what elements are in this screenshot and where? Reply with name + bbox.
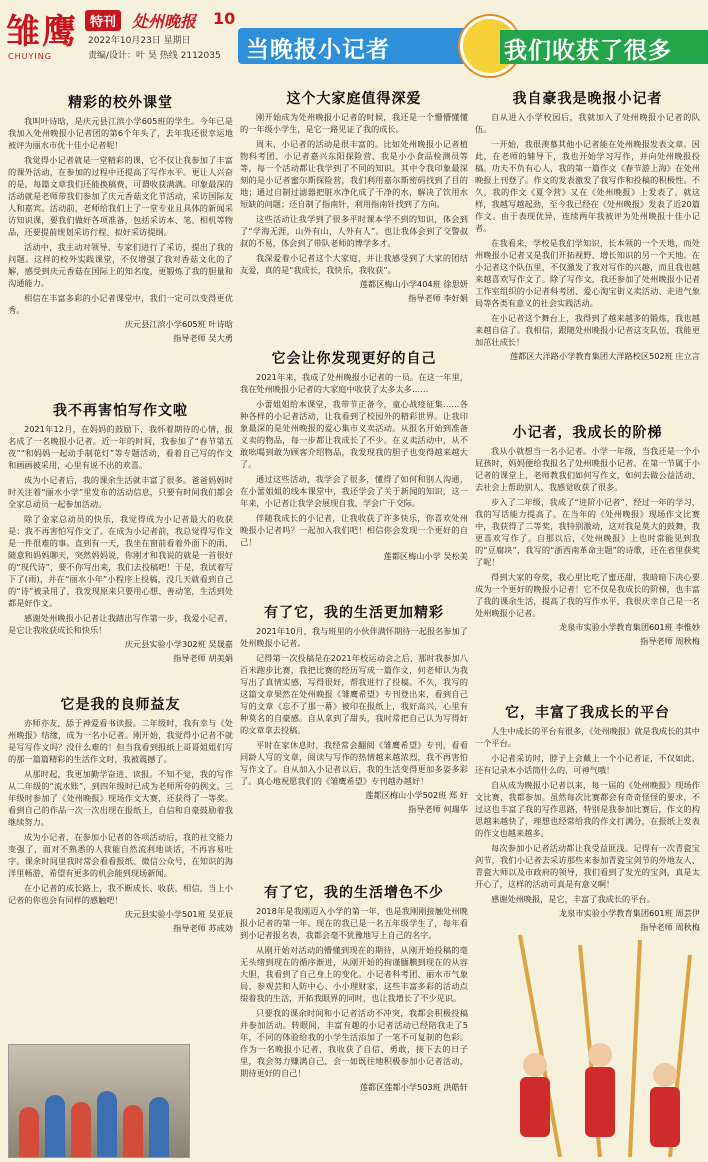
article-paragraph: 伴随我成长的小记者，让我收获了许多快乐，你喜欢处州晚报小记者吗？一起加入我们吧！相信你会发现一个更好的自己！ <box>240 513 468 547</box>
group-photo <box>8 1044 190 1158</box>
article-author: 庆元县实验小学302班 吴晟嘉 <box>124 639 233 649</box>
article-8 <box>475 88 700 362</box>
article-paragraph: 感谢处州晚报小记者让我踏出写作第一步，我爱小记者，是它让我收获成长和快乐！ <box>8 613 233 635</box>
article-teacher: 指导老师 苏成効 <box>173 923 233 933</box>
article-author: 莲都区梅山小学 吴松美 <box>383 551 468 561</box>
article-paragraph: 通过这些活动，我学会了很多，懂得了如何和别人沟通，在小蕾姐姐的线本课堂中，我还学会了关于新闻的知识，这一年来，小记者让我学会展现自我，学会广于交际。 <box>240 474 468 508</box>
article-author: 庆元县江滨小学605班 叶诗晗 <box>124 319 233 329</box>
article-title: 有了它，我的生活增色不少 <box>264 885 444 901</box>
article-author: 莲都区梅山小学502班 郑 好 <box>365 790 468 800</box>
article-paragraph: 记得第一次投稿是在2021年校运动会之后，那时我参加八百米跑步比赛，我把比赛的经历写成一篇作文，何老师认为我写出了真情实感，写得很好，帮我进行了投稿。不久，我写的这篇文章果然在处州晚报《雏鹰希望》专刊登出来，看到自己写的文章《忘不了那一幕》被印在报纸上，我好高兴，心里有种莫名的自豪感。自从拿到了甜头，我时常把自己认为写得好的文章拿去投稿。 <box>240 653 468 735</box>
paper-name: 处州晚报 <box>132 12 197 31</box>
article-paragraph: 在我看来，学校是我们学知识、长本领的一个天地，而处州晚报小记者又是我们开拓视野、增长知识的另一个天地。在小记者这个队伍里，不仅激发了我对写作的兴趣，而且我也越来越喜欢写作文了。除了写作文，我还参加了处州晚报小记者工作室组织的小记者科考团、爱心淘宝街义卖活动、走进气象局等各类有意义的社会实践活动。 <box>475 238 700 308</box>
article-paragraph: 除了金家总动员的快乐，我觉得成为小记者最大的收获是：我不再害怕写作文了。在成为小记者前，我总觉得写作文是一件很难的事。直到有一天，我坐在窗前看着外面下的雨，随意和妈妈聊天，突然妈妈说，你刚才和我说的就是一首很好的“现代诗”，要不你写出来，我们去投稿吧！于是，我试着写下了(雨)，并在“丽水小年”小程序上投稿，没几天就看到自己的“诗”被录用了，我发现原来只要用心想、善动笔，生活到处都是好作文。 <box>8 514 233 608</box>
page-number: 10 <box>213 9 236 28</box>
article-paragraph: 亦师亦友，舔于神爱看书读报。二年级时，我有幸与《处州晚报》结缘，成为一名小记者。刚开始，我觉得小记者不就是写写作文吗？没什么难的！但当我看到报纸上哥哥姐姐们写的那一篇篇精彩的生活作文时，我被震撼了。 <box>8 718 233 764</box>
article-teacher: 指导老师 胡美娟 <box>173 653 233 663</box>
article-teacher: 指导老师 周秋梅 <box>640 922 700 932</box>
page-banner <box>238 16 708 72</box>
article-paragraph: 我从小就想当一名小记者。小学一年级，当我还是一个小屁孩时，妈妈便给我报名了处州晚报小记者。在第一节属于小记者的课堂上，老师教我们如何写作文，如何去做公益活动、去社会上帮助别人，我感觉收获了很多。 <box>475 446 700 492</box>
article-teacher: 指导老师 何瑞华 <box>408 804 468 814</box>
article-author: 龙泉市实验小学教育集团601班 李惟妙 <box>558 622 700 632</box>
article-paragraph: 成为小记者后，我的课余生活就丰富了很多。爸爸妈妈时时关注着“丽水小学”里发布的活动信息，只要有时间我们都会全家总动员一起参加活动。 <box>8 475 233 509</box>
article-title: 有了它，我的生活更加精彩 <box>264 605 444 621</box>
article-title: 我不再害怕写作文啦 <box>53 403 188 419</box>
article-teacher: 指导老师 周秋梅 <box>640 636 700 646</box>
article-paragraph: 小记者采访时，脖子上会戴上一个小记者证，不仅如此，还有记录本小话筒什么的，可神气哦！ <box>475 753 700 775</box>
banner-left-text: 当晚报小记者 <box>246 37 390 63</box>
article-paragraph: 从刚开始对活动的懵懂到现在的期待，从刚开始投稿的毫无头绪到现在的循序渐进，从刚开始的拘谨腼腆到现在的从容大胆，我看到了自己身上的变化。小记者科考团、丽水市气象局、参观芸和人防中心、小小理财家，这些丰富多彩的活动点缀着我的生活，开拓我眼界的同时，也让我增长了不少见识。 <box>240 945 468 1003</box>
article-10 <box>475 702 700 947</box>
article-title: 精彩的校外课堂 <box>68 95 173 111</box>
article-paragraph: 我觉得小记者就是一堂精彩的课，它不仅让我参加了丰富的课外活动，在参加的过程中还提高了写作水平。更让人兴奋的是，每篇文章我们还能换稿费，可谓收获满满。印象最深的活动就是老师带我们参加了庆元香菇文化节活动，采访国际友人和嘉宾。活动前，老师给我们上了一堂专业且具体的新闻采访知识课，要我们做好各项准备，包括采访本、笔、相机等物品，还要提前规划采访行程、拟好采访提纲。 <box>8 155 233 237</box>
special-badge: 特刊 <box>85 10 121 31</box>
article-title: 它是我的良师益友 <box>60 697 181 713</box>
article-7 <box>240 882 468 1157</box>
article-title: 小记者，我成长的阶梯 <box>512 425 663 441</box>
article-teacher: 指导老师 吴大勇 <box>173 333 233 343</box>
masthead <box>0 0 708 78</box>
article-paragraph: 刚开始成为处州晚报小记者的时候，我还是一个懵懵懂懂的一年级小学生，是它一路见证了我的成长。 <box>240 112 468 134</box>
article-author: 龙泉市实验小学教育集团601班 周芸伊 <box>558 908 700 918</box>
article-paragraph: 2021年10月，我与班里的小伙伴满怀期待一起报名参加了处州晚报小记者。 <box>240 626 468 648</box>
article-paragraph: 2018年是我刚迈入小学的第一年，也是我刚刚接触处州晚报小记者的第一年。现在的我已是一名五年级学生了，每年看到小记者报名表，我都会毫不犹豫地写上自己的名字。 <box>240 906 468 940</box>
article-paragraph: 这些活动让我学到了很多平时课本学不到的知识，体会到了“学海无涯，山外有山，人外有人”。也让我体会到了交警叔叔的不易，体会到了带队老师的博学多才。 <box>240 214 468 248</box>
article-paragraph: 每次参加小记者活动都让我受益匪浅。记得有一次青瓷宝剑节，我们小记者去采访那些来参加青瓷宝剑节的外地友人、青瓷大师以及市政府的领导，我们看到了发光的宝剑，真是太开心了，这样的活动可真是有意义啊！ <box>475 843 700 889</box>
article-paragraph: 步入了二年级，我成了“进阶小记者”，经过一年的学习，我的写话能力提高了。在当年的《处州晚报》现场作文比赛中，我获得了二等奖，我特别激动，这对我是莫大的鼓舞，我更喜欢写作了。自那以后，《处州晚报》上也时常能见到我的“豆腐块”，我写的“浙西南革命主题”的诗歌，还在省里获奖了呢！ <box>475 497 700 567</box>
article-1 <box>8 92 233 344</box>
article-paragraph: 平时在家休息时，我经常会翻阅《雏鹰希望》专刊，看看同龄人写的文章，阅读与写作的热情越来越浓烈，我不再害怕写作文了。自从加入小记者以后，我的生活变得更加多姿多彩了。真心地祝愿我们的《雏鹰希望》专刊越办越好！ <box>240 740 468 786</box>
article-3 <box>8 694 233 1039</box>
article-paragraph: 2021年12月，在妈妈的鼓励下，我怀着期待的心情，报名成了一名晚报小记者。近一年的时间，我参加了“春节第五夜”“和妈妈一起动手制花灯”等专题活动，看着自己写的作文和画画被采用，心里有说不出的欢喜。 <box>8 424 233 470</box>
article-title: 我自豪我是晚报小记者 <box>512 91 663 107</box>
article-paragraph: 自从进入小学校园后，我就加入了处州晚报小记者的队伍。 <box>475 112 700 134</box>
article-paragraph: 小蕾姐姐给本课堂，我带节正备今，童心战疫征集……各种各样的小记者活动，让我看到了校园外的精彩世界。让我印象最深的是处州晚报的爱心集市义卖活动。从报名开始到准备义卖的物品，每一步都让我成长了不少。在义卖活动中，从不敢吆喝到敢为顾客介绍物品，我发现我的胆子也变得越来越大了。 <box>240 399 468 469</box>
issue-date: 2022年10月23日 星期日 <box>88 36 191 46</box>
article-author: 莲都区莲都小学503班 洪皓轩 <box>359 1082 468 1092</box>
article-5 <box>240 348 468 562</box>
article-2 <box>8 400 233 664</box>
article-paragraph: 自从成为晚报小记者以来，每一届的《处州晚报》现场作文比赛，我都参加。虽然每次比赛都会有奇奇怪怪的要求，不过这也丰富了我的写作思路，特别是我参加比赛后，作文的构思越来越快了，理想也经常给我的作文打满分，在报纸上发表的作文也越来越多。 <box>475 780 700 838</box>
logo-subtitle: CHUYING <box>8 52 52 61</box>
article-paragraph: 2021年来，我成了处州晚报小记者的一员。在这一年里，我在处州晚报小记者的大家庭中收获了太多太多…… <box>240 372 468 394</box>
editor-info: 责编/设计：叶 昊 热线 2112035 <box>88 51 221 61</box>
article-6 <box>240 602 468 815</box>
article-paragraph: 成为小记者，在参加小记者的各项活动后，我的社交能力变强了，面对不熟悉的人我能自然流利地谈话，不再容易吐字。课余时间里我时常会看看报纸、微信公众号，在知识的海洋里畅游，希望有更多的机会能到现场新闻。 <box>8 832 233 878</box>
banner-right-text: 我们收获了很多 <box>504 38 672 64</box>
banner-left <box>238 28 468 64</box>
article-title: 这个大家庭值得深爱 <box>286 91 422 107</box>
article-title: 它会让你发现更好的自己 <box>271 351 437 367</box>
article-paragraph: 人生中成长的平台有很多，《处州晚报》就是我成长的其中一个平台。 <box>475 726 700 748</box>
article-paragraph: 我深爱着小记者这个大家庭，并让我感受到了大家的团结友爱，真的是“我成长，我快乐，我收获”。 <box>240 253 468 275</box>
banner-right <box>500 30 708 64</box>
article-paragraph: 只要我的课余时间和小记者活动不冲突，我都会积极投稿并参加活动。转眼间，丰富有趣的小记者活动已经陪我走了5年，不同的体验给我的小学生活添加了一笔不可复制的色彩。作为一名晚报小记者，我收获了自信、勇敢，接下去的日子里，我会努力赚满自己，会一如既往地积极参加小记者活动，期待更好的自己！ <box>240 1008 468 1078</box>
article-paragraph: 我叫叶诗晗，是庆元县江滨小学605班的学生。今年已是我加入处州晚报小记者团的第6个年头了，去年我还很幸运地被评为丽水市优十佳小记者呢！ <box>8 116 233 150</box>
article-author: 庆元县实验小学501班 吴亚辰 <box>124 909 233 919</box>
article-paragraph: 从那时起，我更加勤学奋进、读报。不知不觉，我的写作从二年级的“流水账”，到四年级时已成为老师所夸的例文。三年级时参加了《处州晚报》现场作文大赛，还获得了一等奖。看到自己的作品一次一次出现在报纸上，自信和自豪鼓励着我继续努力。 <box>8 769 233 827</box>
article-paragraph: 相信在丰富多彩的小记者课堂中，我们一定可以变得更优秀。 <box>8 293 233 315</box>
article-paragraph: 得到大家的夸奖，我心里比吃了蜜还甜，我暗暗下决心要成为一个更好的晚报小记者！它不仅是我成长的阶梯，也丰富了我的课余生活，提高了我的写作水平，我很庆幸自己是一名处州晚报小记者。 <box>475 572 700 618</box>
article-4 <box>240 88 468 304</box>
article-paragraph: 活动中，我主动对领导、专家们进行了采访，提出了我的问题。这样的校外实践课堂，不仅增强了我对香菇文化的了解，感受到庆元香菇在国际上的知名度，更锻炼了我的胆量和沟通能力。 <box>8 242 233 288</box>
article-paragraph: 在小记者的成长路上，我不断成长、收获，相信，当上小记者的你也会有同样的感触吧！ <box>8 883 233 905</box>
article-title: 它，丰富了我成长的平台 <box>505 705 670 721</box>
article-teacher: 指导老师 李好娟 <box>408 293 468 303</box>
article-author: 莲都区梅山小学404班 徐思妍 <box>359 279 468 289</box>
article-paragraph: 在小记者这个舞台上，我得到了越来越多的锻炼，我也越来越自信了。我相信，跟随处州晚报小记者这支队伍，我能更加茁壮成长！ <box>475 313 700 347</box>
article-paragraph: 一开始，我很羡慕其他小记者能在处州晚报发表文章。因此，在老师的辅导下，我也开始学习写作，并向处州晚报投稿。功夫不负有心人，我的第一篇作文《春节游上海》在处州晚报上刊登了。作文的发表激发了我写作和投稿的积极性。不久，我的作文《夏令营》又在《处州晚报》上发表了。就这样，我越写越起劲，至今我已经在《处州晚报》发表了近20篇作文。由于表现优异，连续两年我被评为处州晚报十佳小记者。 <box>475 139 700 233</box>
article-9 <box>475 422 700 647</box>
article-paragraph: 周末，小记者的活动是很丰富的。比如处州晚报小记者植物科考团、小记者嘉兴东阳探险营、我是小小食品检测员等等，每一个活动都让我学到了不同的知识。其中令我印象最深刻的是小记者蜜尔斯探险营，我们利用嘉尔斯密码找到了目的地；通过自制过滤器把脏水净化成了干净的水，解决了饮用水短缺的问题；还自制了指南针，利用指南针找到了方向。 <box>240 139 468 209</box>
reporter-kids-illustration <box>490 925 704 1157</box>
logo: 雏鹰 <box>6 12 78 52</box>
article-paragraph: 感谢处州晚报，是它，丰富了我成长的平台。 <box>491 894 655 904</box>
article-author: 莲都区大洋路小学教育集团大洋路校区502班 庄立言 <box>509 351 700 361</box>
